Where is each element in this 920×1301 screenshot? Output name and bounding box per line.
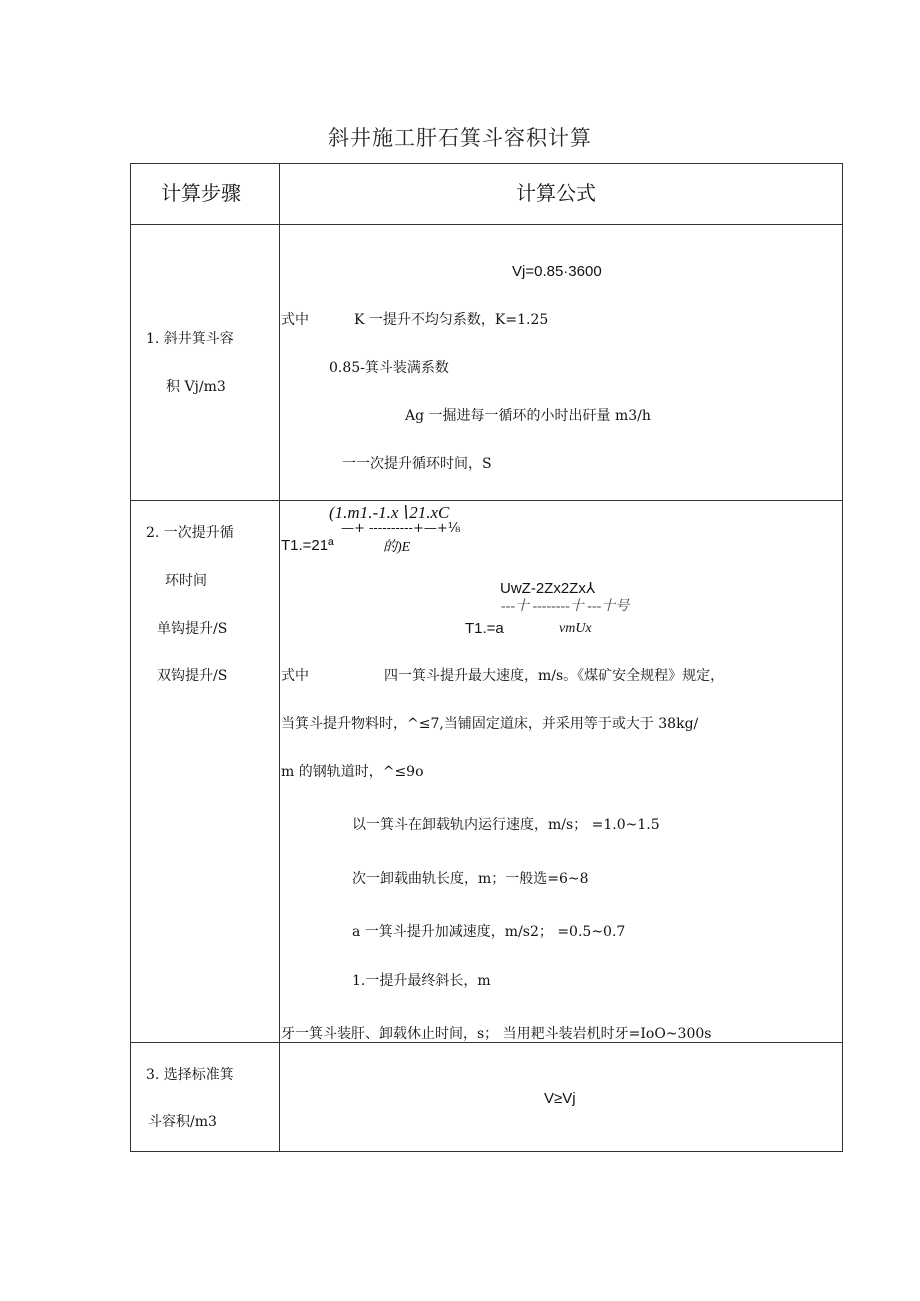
row2-where-label: 式中 xyxy=(281,668,309,684)
row2-step-line-2: 环时间 xyxy=(165,573,207,589)
formula2-numerator: UwZ-2Zx2Zx⅄ xyxy=(500,580,595,597)
row2-step-line-1: 2. 一次提升循 xyxy=(146,525,234,541)
row-divider xyxy=(131,224,842,225)
formula1-denominator: 的)E xyxy=(383,540,411,555)
formula1-fraction-bar: —+ ----------+—+⅛ xyxy=(341,521,461,536)
row2-v-condition-1: 当箕斗提升物料时，^≤7,当铺固定道床，并采用等于或大于 38kg∕ xyxy=(281,716,699,732)
row2-v-definition: 四一箕斗提升最大速度，m/s。《煤矿安全规程》规定， xyxy=(384,668,725,684)
row2-slope-length: 1.一提升最终斜长，m xyxy=(352,973,491,989)
row1-cycle-definition: 一一次提升循环时间，S xyxy=(342,456,492,472)
column-divider xyxy=(279,164,280,1151)
header-step: 计算步骤 xyxy=(161,181,241,205)
formula1-numerator: (1.m1.-1.x∖21.xC xyxy=(329,503,450,522)
row2-curve-length: 次一卸载曲轨长度，m；一般选=6~8 xyxy=(352,871,589,887)
row2-acceleration: a 一箕斗提升加减速度，m/s2； =0.5~0.7 xyxy=(352,924,626,940)
row1-step-line-2: 积 Vj∕m3 xyxy=(166,379,226,395)
row2-step-line-4: 双钩提升/S xyxy=(157,668,228,684)
header-formula: 计算公式 xyxy=(516,181,596,205)
formula2-lhs: T1.=a xyxy=(465,620,504,637)
row2-rest-time: 牙一箕斗装肝、卸载休止时间，s； 当用耙斗装岩机时牙=IoO~300s xyxy=(281,1026,712,1042)
calculation-table xyxy=(130,163,843,1152)
row1-where-label: 式中 xyxy=(281,312,309,328)
row3-step-line-1: 3. 选择标准箕 xyxy=(146,1067,234,1083)
row3-step-line-2: 斗容积/m3 xyxy=(148,1114,217,1130)
row-divider xyxy=(131,500,842,501)
formula2-denominator: νmUx xyxy=(559,621,592,636)
row2-unload-speed: 以一箕斗在卸载轨内运行速度，m/s； =1.0~1.5 xyxy=(352,817,660,833)
row3-formula: V≥Vj xyxy=(544,1090,576,1107)
row1-step-line-1: 1. 斜井箕斗容 xyxy=(146,331,234,347)
formula1-lhs: T1.=21ª xyxy=(281,537,334,554)
row2-step-line-3: 单钩提升/S xyxy=(157,621,228,637)
row1-fill-definition: 0.85-箕斗装满系数 xyxy=(329,360,449,376)
row1-k-definition: K 一提升不均匀系数，K=1.25 xyxy=(354,312,549,328)
row1-ag-definition: Ag 一掘进每一循环的小时出矸量 m3∕h xyxy=(405,408,651,424)
row2-v-condition-2: m 的钢轨道时，^≤9o xyxy=(281,764,424,780)
row1-formula: Vj=0.85·3600 xyxy=(512,263,602,280)
formula2-fraction-bar: ---十 --------十 ---十号 xyxy=(501,599,630,614)
page-title: 斜井施工肝石箕斗容积计算 xyxy=(328,126,592,150)
